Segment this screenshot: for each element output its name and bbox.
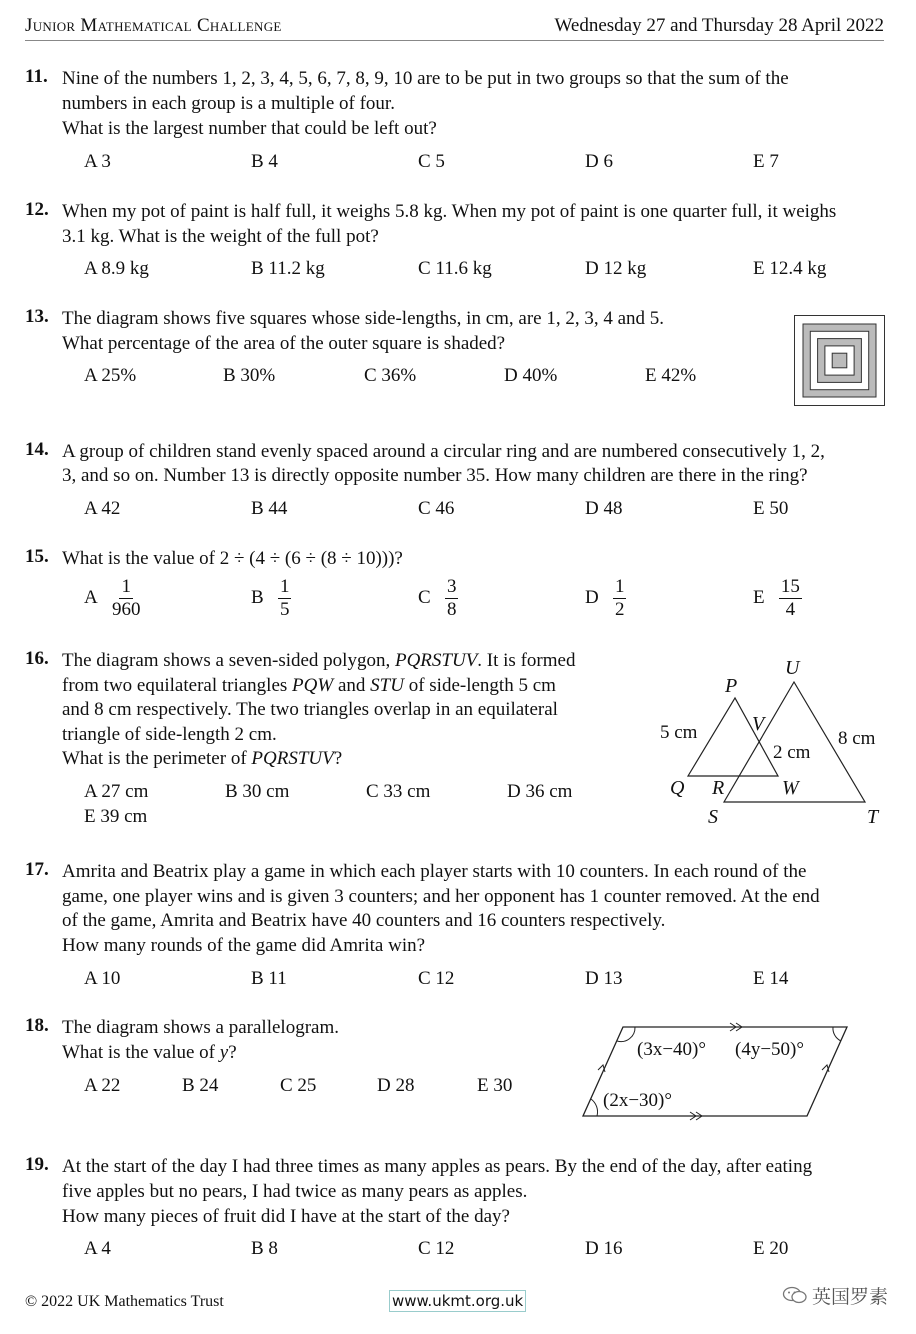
fraction [613,576,627,621]
option-a[interactable]: A 27 cm [84,781,149,802]
fraction [779,576,802,621]
question-text-line: 3.1 kg. What is the weight of the full pot? [62,226,379,247]
fraction [445,576,459,621]
question-text-line: What is the largest number that could be left out? [62,118,437,139]
nested-squares-diagram [794,315,885,406]
option-e[interactable]: E 20 [753,1238,789,1259]
option-a[interactable]: A 4 [84,1238,111,1259]
question-number: 17. [25,859,49,880]
question-text-line: and 8 cm respectively. The two triangles overlap in an equilateral [62,699,558,720]
website-link[interactable]: www.ukmt.org.uk [389,1290,526,1312]
numerator: 3 [446,576,457,597]
option-b[interactable]: B 11.2 kg [251,258,325,279]
copyright-notice: © 2022 UK Mathematics Trust [25,1293,224,1310]
denominator: 5 [279,599,290,620]
option-e[interactable]: E 50 [753,498,789,519]
wechat-icon [782,1285,808,1310]
question-number: 15. [25,546,49,567]
option-letter: D [585,586,599,608]
option-e[interactable]: E 30 [477,1075,513,1096]
option-d[interactable] [585,576,626,621]
option-letter: B [251,586,264,608]
denominator: 4 [785,599,796,620]
length-label-2: 2 cm [773,742,811,763]
label-s: S [708,806,718,828]
label-r: R [712,777,725,799]
option-c[interactable]: C 46 [418,498,455,519]
label-u: U [785,657,800,679]
option-d[interactable]: D 48 [585,498,623,519]
question-text-line: 3, and so on. Number 13 is directly opposite number 35. How many children are there in the ring? [62,465,808,486]
question-text-line: How many rounds of the game did Amrita win? [62,935,426,956]
label-t: T [867,806,879,828]
option-d[interactable]: D 36 cm [507,781,573,802]
fraction [278,576,292,621]
option-d[interactable]: D 6 [585,151,613,172]
option-letter: C [418,586,431,608]
question-text-line: from two equilateral triangles PQW and STU of side-length 5 cm [62,675,556,696]
watermark [782,1282,888,1310]
length-label-8: 8 cm [838,728,876,749]
option-a[interactable]: A 10 [84,968,121,989]
length-label-5: 5 cm [660,722,698,743]
option-b[interactable]: B 30 cm [225,781,290,802]
numerator: 1 [279,576,290,597]
header-divider [25,40,884,41]
option-e[interactable]: E 14 [753,968,789,989]
question-text-line: five apples but no pears, I had twice as many pears as apples. [62,1181,528,1202]
option-b[interactable]: B 30% [223,365,276,386]
question-text-line: When my pot of paint is half full, it weighs 5.8 kg. When my pot of paint is one quarter full, it weighs [62,201,837,222]
numerator: 15 [780,576,800,597]
question-text-line: How many pieces of fruit did I have at the start of the day? [62,1206,510,1227]
option-c[interactable]: C 36% [364,365,417,386]
question-number: 18. [25,1015,49,1036]
competition-date: Wednesday 27 and Thursday 28 April 2022 [554,15,884,36]
option-b[interactable]: B 11 [251,968,287,989]
question-text-line: A group of children stand evenly spaced around a circular ring and are numbered consecutively 1, 2, [62,441,825,462]
label-q: Q [670,777,685,799]
option-a[interactable] [84,576,140,621]
option-e[interactable] [753,576,802,621]
option-a[interactable]: A 22 [84,1075,121,1096]
option-a[interactable]: A 3 [84,151,111,172]
triangles-diagram [640,650,890,830]
option-a[interactable]: A 25% [84,365,137,386]
numerator: 1 [121,576,131,597]
question-text-line: game, one player wins and is given 3 counters; and her opponent has 1 counter removed. At the end [62,886,820,907]
question-number: 13. [25,306,49,327]
question-text-line: The diagram shows a parallelogram. [62,1017,339,1038]
label-w: W [782,777,799,799]
numerator: 1 [614,576,625,597]
question-text-line: What is the value of y? [62,1042,237,1063]
question-number: 12. [25,199,49,220]
label-v: V [752,713,765,735]
option-d[interactable]: D 40% [504,365,558,386]
question-text-line: triangle of side-length 2 cm. [62,724,277,745]
option-b[interactable]: B 44 [251,498,288,519]
competition-title: Junior Mathematical Challenge [25,15,282,36]
option-letter: E [753,586,765,608]
option-c[interactable]: C 11.6 kg [418,258,492,279]
denominator: 2 [614,599,625,620]
angle-label-top-right: (4y−50)° [735,1039,804,1060]
option-c[interactable]: C 25 [280,1075,317,1096]
option-a[interactable]: A 8.9 kg [84,258,149,279]
question-text-line: of the game, Amrita and Beatrix have 40 counters and 16 counters respectively. [62,910,666,931]
option-e[interactable]: E 39 cm [84,806,148,827]
question-text-line: At the start of the day I had three times as many apples as pears. By the end of the day, after eating [62,1156,813,1177]
option-c[interactable] [418,576,458,621]
option-e[interactable]: E 42% [645,365,697,386]
option-b[interactable]: B 24 [182,1075,219,1096]
label-p: P [725,675,738,697]
option-d[interactable]: D 12 kg [585,258,647,279]
denominator: 8 [446,599,457,620]
option-e[interactable]: E 12.4 kg [753,258,827,279]
question-text-line: What is the perimeter of PQRSTUV? [62,748,343,769]
denominator: 960 [111,599,141,620]
question-text-line: numbers in each group is a multiple of four. [62,93,395,114]
angle-label-top-left: (3x−40)° [637,1039,706,1060]
question-text-line: Nine of the numbers 1, 2, 3, 4, 5, 6, 7, 8, 9, 10 are to be put in two groups so that the sum of the [62,68,789,89]
option-b[interactable] [251,576,291,621]
option-b[interactable]: B 8 [251,1238,278,1259]
option-d[interactable]: D 28 [377,1075,415,1096]
question-number: 16. [25,648,49,669]
option-b[interactable]: B 4 [251,151,278,172]
polygon-name: PQRSTUV [394,650,478,671]
question-text-line: What is the value of 2 ÷ (4 ÷ (6 ÷ (8 ÷ 10)))? [62,548,403,569]
question-number: 14. [25,439,49,460]
question-text-line: The diagram shows a seven-sided polygon, PQRSTUV. It is formed [62,650,576,671]
option-d[interactable]: D 16 [585,1238,623,1259]
watermark-text: 英国罗素 [811,1286,888,1308]
parallelogram-diagram [575,1015,855,1130]
option-c[interactable]: C 12 [418,968,455,989]
option-e[interactable]: E 7 [753,151,779,172]
option-c[interactable]: C 5 [418,151,445,172]
fraction [112,576,141,621]
option-c[interactable]: C 33 cm [366,781,431,802]
question-number: 19. [25,1154,49,1175]
option-c[interactable]: C 12 [418,1238,455,1259]
question-text-line: Amrita and Beatrix play a game in which each player starts with 10 counters. In each round of the [62,861,807,882]
option-a[interactable]: A 42 [84,498,121,519]
option-letter: A [84,586,98,608]
question-text-line: What percentage of the area of the outer square is shaded? [62,333,506,354]
question-text-line: The diagram shows five squares whose side-lengths, in cm, are 1, 2, 3, 4 and 5. [62,308,665,329]
question-number: 11. [25,66,48,87]
angle-label-bottom-left: (2x−30)° [603,1090,672,1111]
option-d[interactable]: D 13 [585,968,623,989]
